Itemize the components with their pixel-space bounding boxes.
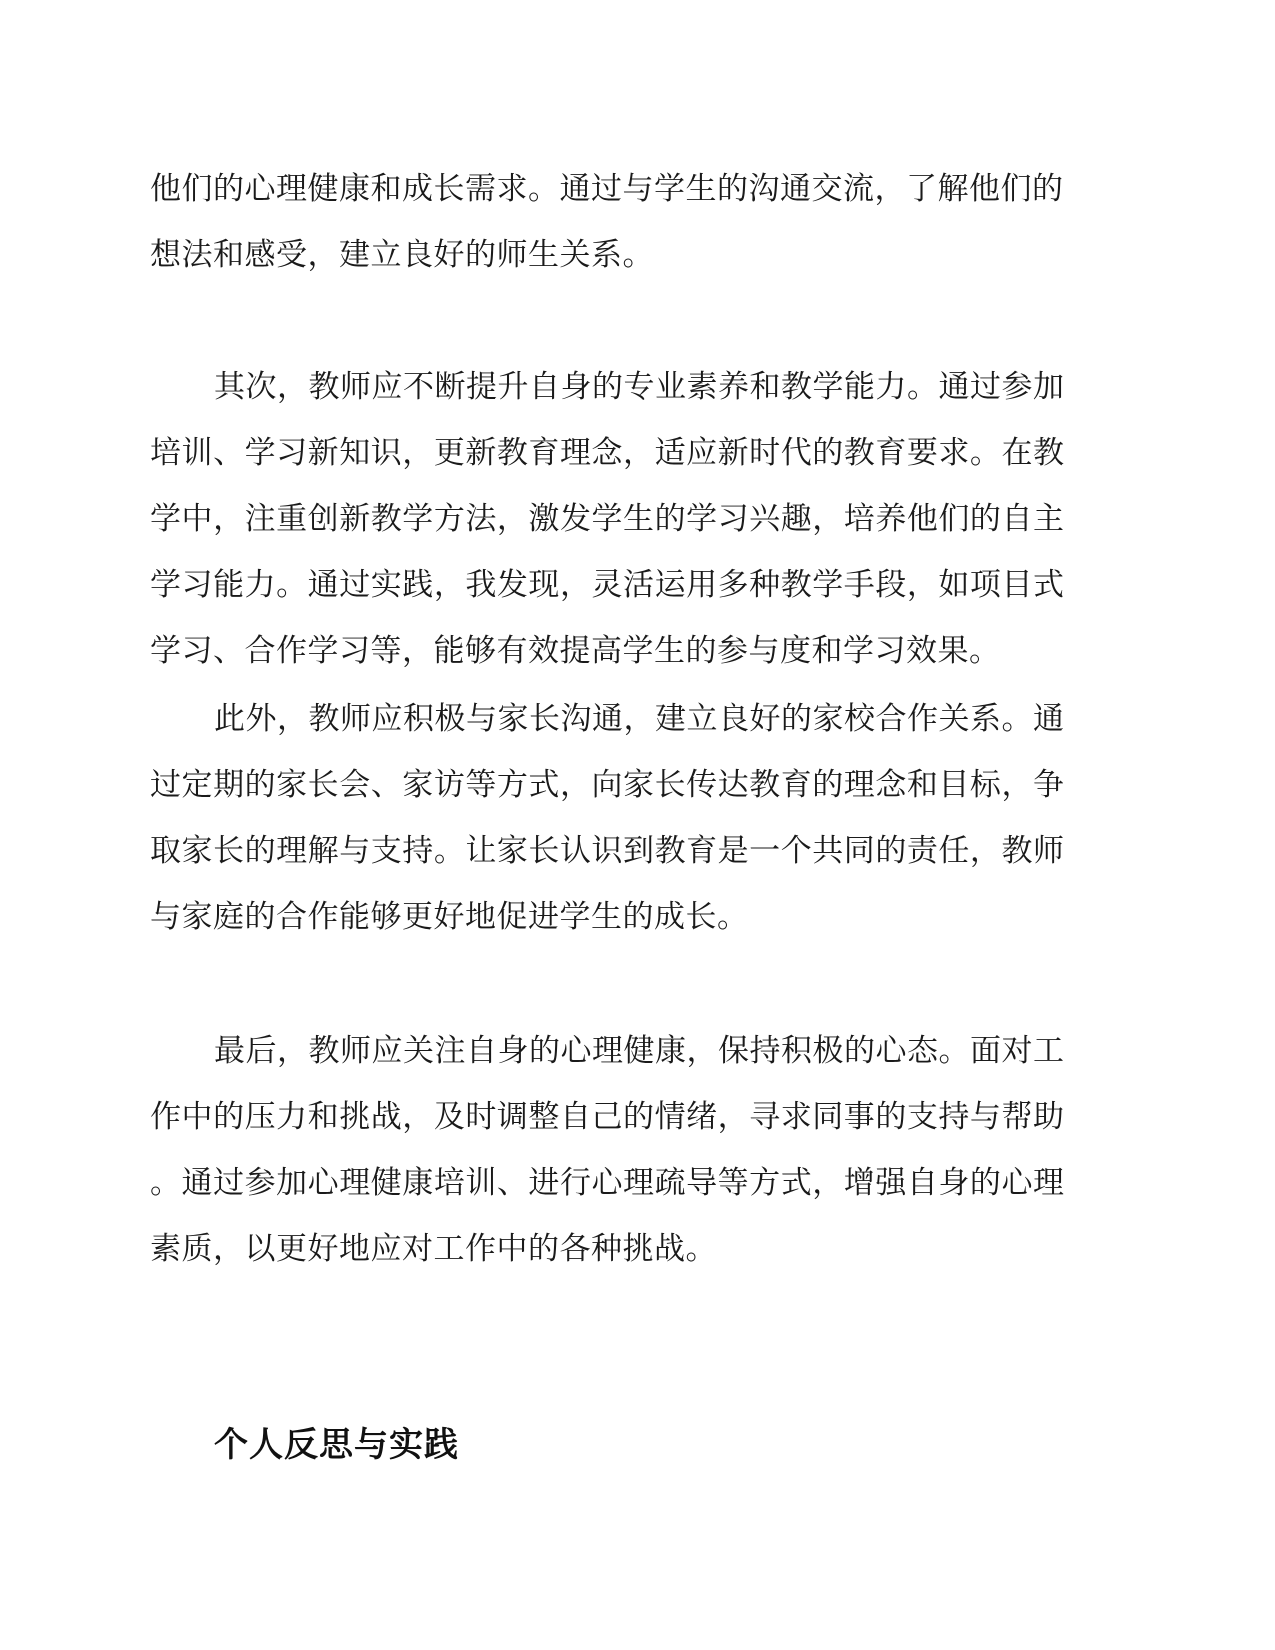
paragraph-line: 他们的心理健康和成长需求。通过与学生的沟通交流，了解他们的	[150, 171, 1064, 207]
paragraph-line: 过定期的家长会、家访等方式，向家长传达教育的理念和目标，争	[150, 767, 1065, 803]
paragraph-line: 学中，注重创新教学方法，激发学生的学习兴趣，培养他们的自主	[150, 501, 1065, 537]
paragraph-line: 作中的压力和挑战，及时调整自己的情绪，寻求同事的支持与帮助	[150, 1099, 1065, 1135]
paragraph-line: 学习、合作学习等，能够有效提高学生的参与度和学习效果。	[150, 633, 1001, 669]
paragraph-4	[150, 1018, 1065, 1282]
paragraph-line: 想法和感受，建立良好的师生关系。	[150, 237, 654, 273]
paragraph-line: 最后，教师应关注自身的心理健康，保持积极的心态。面对工	[214, 1033, 1065, 1069]
paragraph-line: 。通过参加心理健康培训、进行心理疏导等方式，增强自身的心理	[150, 1165, 1065, 1201]
paragraph-line: 取家长的理解与支持。让家长认识到教育是一个共同的责任，教师	[150, 833, 1065, 869]
paragraph-line: 培训、学习新知识，更新教育理念，适应新时代的教育要求。在教	[150, 435, 1065, 471]
paragraph-line: 学习能力。通过实践，我发现，灵活运用多种教学手段，如项目式	[150, 567, 1065, 603]
paragraph-1	[150, 156, 1064, 288]
paragraph-line: 此外，教师应积极与家长沟通，建立良好的家校合作关系。通	[214, 701, 1065, 737]
paragraph-line: 与家庭的合作能够更好地促进学生的成长。	[150, 899, 749, 935]
paragraph-3	[150, 686, 1065, 950]
paragraph-2	[150, 354, 1065, 684]
section-heading: 个人反思与实践	[214, 1425, 459, 1465]
paragraph-line: 素质，以更好地应对工作中的各种挑战。	[150, 1231, 717, 1267]
paragraph-line: 其次，教师应不断提升自身的专业素养和教学能力。通过参加	[214, 369, 1065, 405]
